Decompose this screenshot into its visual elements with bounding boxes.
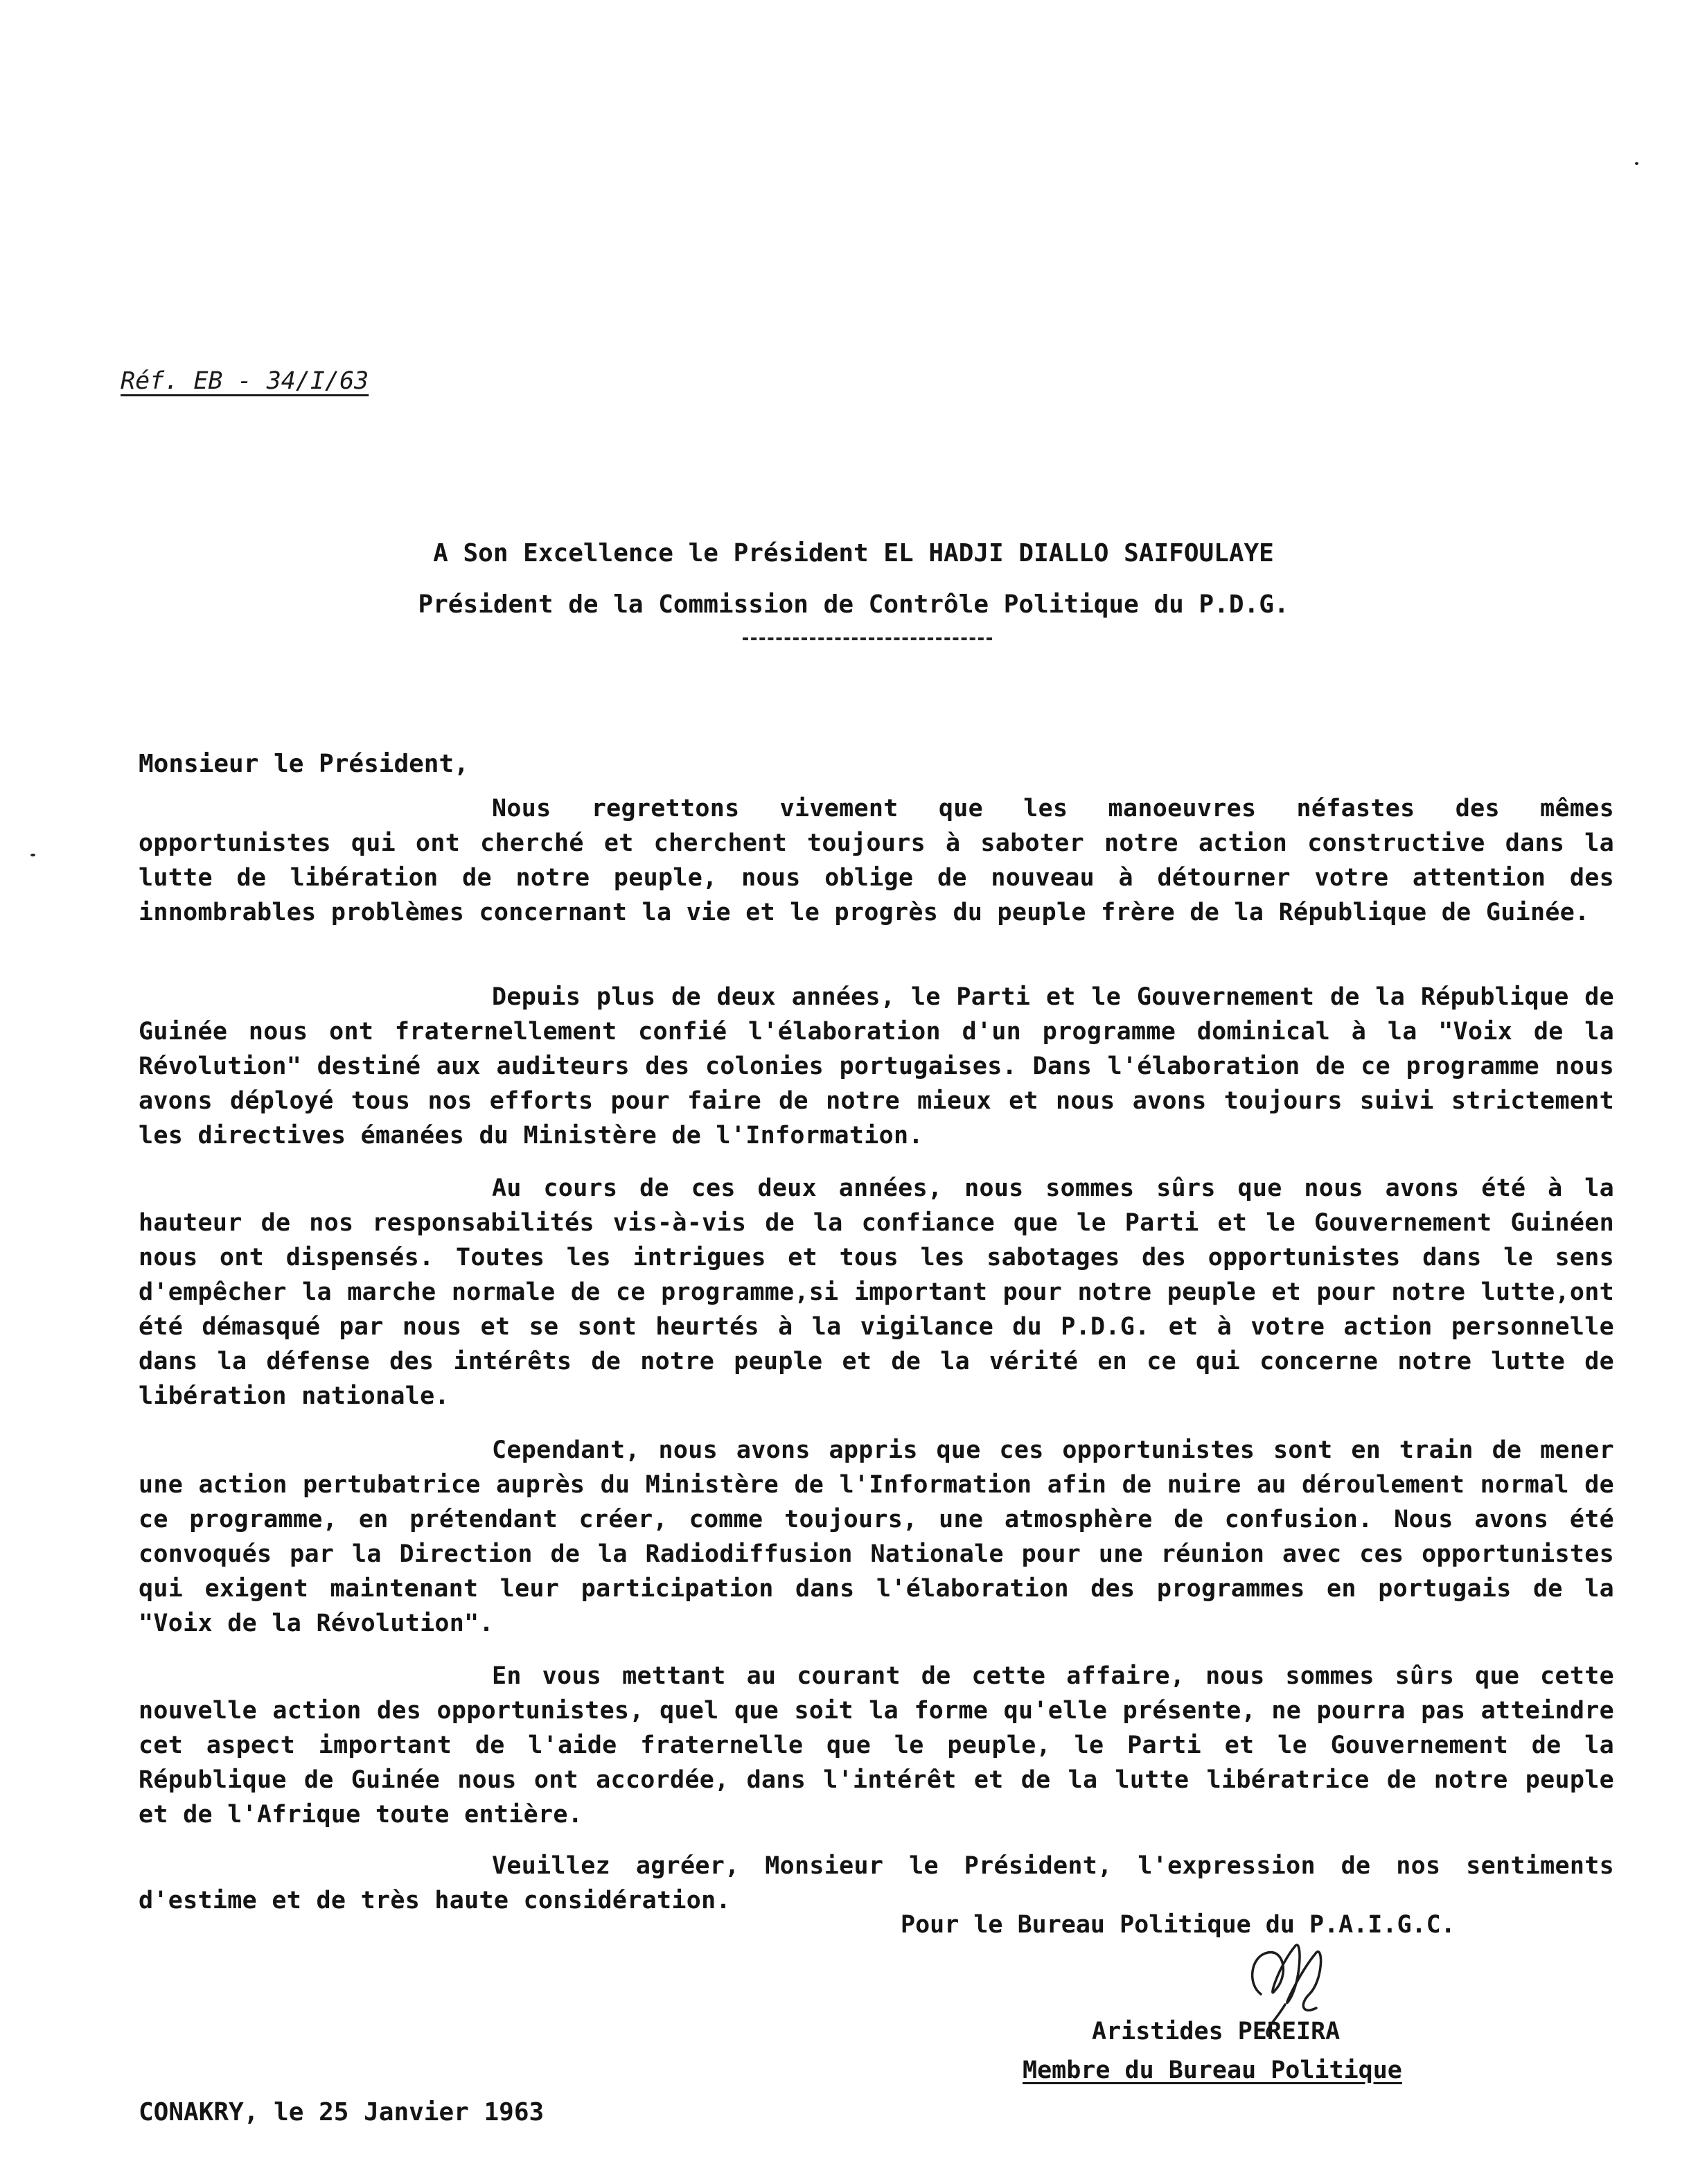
addressee-line-2: Président de la Commission de Contrôle Politique du P.D.G. [418,590,1289,619]
scan-speck [1635,162,1638,165]
signature-block [901,1911,1593,2119]
body-paragraph-1: Nous regrettons vivement que les manoeuvres néfastes des mêmes opportunistes qui ont cherché et cherchent toujours à saboter notre action constructive dans la lutte de libération de notre peuple, nous oblige de nouveau à détourner votre attention des innombrables problèmes concernant la vie et le progrès du peuple frère de la République de Guinée. [139,795,1614,926]
addressee-divider [743,637,992,647]
body-paragraph-5: En vous mettant au courant de cette affaire, nous sommes sûrs que cette nouvelle action des opportunistes, quel que soit la forme qu'elle présente, ne pourra pas atteindre cet aspect important de l'aide fraternelle que le peuple, le Parti et le Gouvernement de la République de Guinée nous ont accordée, dans l'intérêt et de la lutte libératrice de notre peuple et de l'Afrique toute entière. [139,1662,1614,1829]
closing-paragraph: Veuillez agréer, Monsieur le Président, l'expression de nos sentiments d'estime et de très haute considération. [139,1852,1614,1914]
scan-speck [30,854,35,856]
addressee-line-1: A Son Excellence le Président EL HADJI DIALLO SAIFOULAYE [433,539,1274,567]
signature-on-behalf: Pour le Bureau Politique du P.A.I.G.C. [901,1911,1456,1939]
place-date-line: CONAKRY, le 25 Janvier 1963 [139,2098,545,2126]
signatory-name: Aristides PEREIRA [1092,2018,1341,2045]
body-paragraph-4: Cependant, nous avons appris que ces opportunistes sont en train de mener une action pertubatrice auprès du Ministère de l'Information afin de nuire au déroulement normal de ce programme, en prétendant créer, comme toujours, une atmosphère de confusion. Nous avons été convoqués par la Direction de la Radiodiffusion Nationale pour une réunion avec ces opportunistes qui exigent maintenant leur participation dans l'élaboration des programmes en portugais de la "Voix de la Révolution". [139,1436,1614,1637]
body-paragraph-2: Depuis plus de deux années, le Parti et le Gouvernement de la République de Guinée nous ont fraternellement confié l'élaboration d'un programme dominical à la "Voix de la Révolution" destiné aux auditeurs des colonies portugaises. Dans l'élaboration de ce programme nous avons déployé tous nos efforts pour faire de notre mieux et nous avons toujours suivi strictement les directives émanées du Ministère de l'Information. [139,983,1614,1150]
body-paragraph-3: Au cours de ces deux années, nous sommes sûrs que nous avons été à la hauteur de nos responsabilités vis-à-vis de la confiance que le Parti et le Gouvernement Guinéen nous ont dispensés. Toutes les intrigues et tous les sabotages des opportunistes dans le sens d'empêcher la marche normale de ce programme,si important pour notre peuple et pour notre lutte,ont été démasqué par nous et se sont heurtés à la vigilance du P.D.G. et à votre action personnelle dans la défense des intérêts de notre peuple et de la vérité en ce qui concerne notre lutte de libération nationale. [139,1174,1614,1410]
signatory-title: Membre du Bureau Politique [1023,2057,1402,2084]
reference-number: Réf. EB - 34/I/63 [121,367,369,395]
salutation: Monsieur le Président, [139,750,469,778]
